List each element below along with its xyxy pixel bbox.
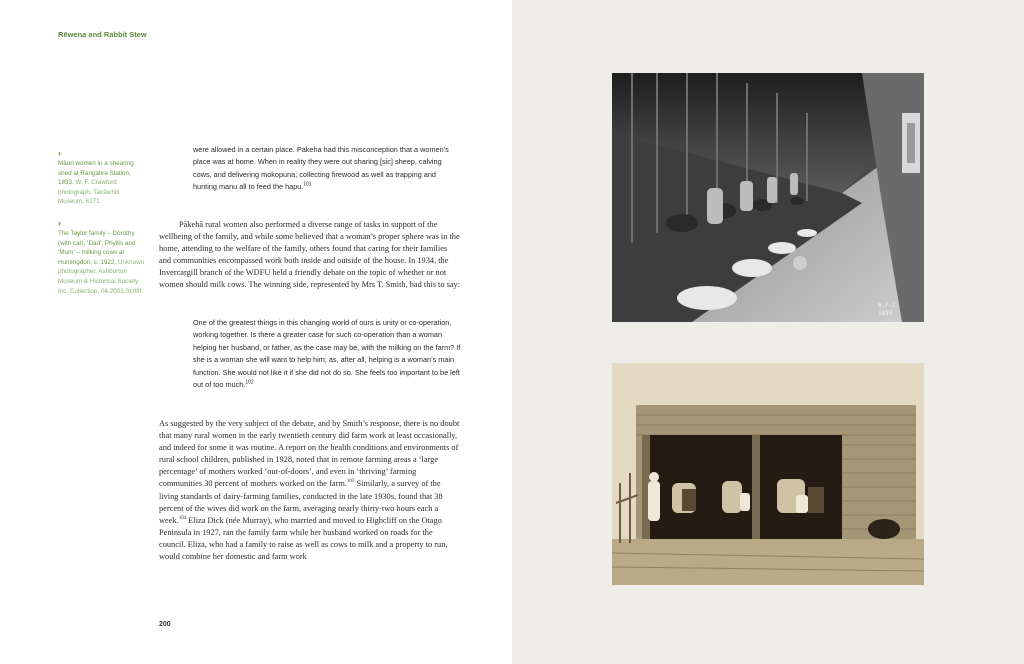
caption-shearing-shed <box>58 149 146 207</box>
photo-shearing-shed <box>612 73 924 322</box>
photo-taylor-family-milking <box>612 363 924 585</box>
paragraph-text: Eliza Dick (née Murray), who married and moved to Highcliff on the Otago Peninsula in 1927, ran the family farm while her husband worked on roads for the council. Eliza, who had a family to raise as well as cows to milk and a property to run, would combine her domestic and farm work <box>159 515 448 562</box>
paragraph-1 <box>159 219 461 292</box>
caption-credit: Unknown photographer, Ashburton Museum & Historical Society Inc. Collection, 04.2003.0108f. <box>58 258 145 295</box>
photo-inscription: W.F.C. <box>878 302 900 309</box>
paragraph-2 <box>159 418 461 563</box>
quote-text: One of the greatest things in this changing world of ours is unity or co-operation, working together. Is there a greater case for such co-operation than a woman helping her husband, or father, as the case may be, with the milking on the farm? If she is a woman she will want to help him; as, after all, helping is a woman’s main function. She would not like it if she did not do so. She feels too important to be left out of too much. <box>193 318 461 390</box>
caption-text: Māori women in a shearing shed at Rangatira Station, 1893. <box>58 160 134 187</box>
photo-inscription: 1893 <box>878 310 893 317</box>
paragraph-text: As suggested by the very subject of the debate, and by Smith’s response, there is no doubt that many rural women in the early twentieth century did farm work at least occasionally, and indeed for some it was routine. A report on the health conditions and environments of rural school children, published in 1928, noted that in remote farming areas a ‘large percentage’ of mothers worked ‘out-of-doors’, and even in ‘thriving’ farming communities 30 percent of mothers worked on the farm. <box>159 419 460 489</box>
running-head: Rēwena and Rabbit Stew <box>58 30 147 39</box>
paragraph-text: Pākehā rural women also performed a diverse range of tasks in support of the wellbeing of the family, and while some believed that a woman’s proper sphere was in the home, attending to the welfare of the family, others found that caring for their families and communities encompassed work both inside and outside of the house. In 1934, the Invercargill branch of the WDFU held a friendly debate on the topic of whether or not women should milk cows. The winning side, represented by Mrs T. Smith, had this to say: <box>159 220 461 290</box>
chevron-right-icon: › <box>58 148 61 158</box>
caption-credit: W. F. Crawford photograph, Tairāwhiti Museum, 6171. <box>58 179 120 206</box>
footnote-ref: 102 <box>245 379 254 386</box>
quote-text: were allowed in a certain place. Pakeha had this misconception that a women’s place was at home. When in reality they were out sharing [sic] sheep, calving cows, and delivering mokopuna, collecting firewood as well as trapping and hunting manu all to feed the hapu. <box>193 145 449 192</box>
footnote-ref: 103 <box>346 479 355 485</box>
block-quote-2 <box>193 317 461 391</box>
footnote-ref: 101 <box>303 181 312 188</box>
page-number: 200 <box>159 621 171 628</box>
caption-taylor-family <box>58 219 146 296</box>
footnote-ref: 104 <box>178 515 187 521</box>
block-quote-1 <box>193 144 461 194</box>
caption-text: The Taylor family – Dorothy (with cat), ‘Dad’, Phyllis and ‘Mum’ – milking cows at Huntingdon, c. 1922. <box>58 230 136 266</box>
chevron-right-icon: › <box>58 218 61 228</box>
paragraph-text: Similarly, a survey of the living standards of dairy-farming families, conducted in the late 1930s, found that 38 percent of the wives did work on the farm, averaging nearly thirty-two hours each a week. <box>159 479 443 525</box>
